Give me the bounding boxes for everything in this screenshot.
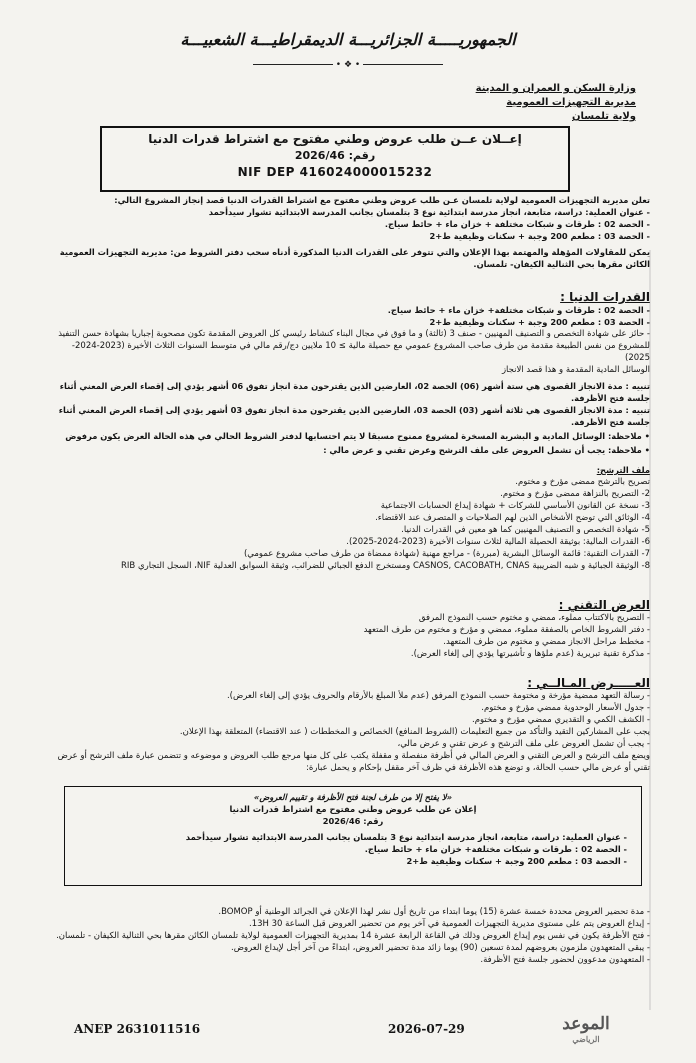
envelope-box xyxy=(64,786,642,886)
candidature-item: 2- التصريح بالنزاهة ممضى مؤرخ و مختوم. xyxy=(500,489,650,499)
lot-02: - الحصة 02 : طرقات و شبكات مختلفة + خزان ماء + حائط سياج. xyxy=(384,219,650,229)
candidature-item: تصريح بالترشح ممضى مؤرخ و مختوم. xyxy=(515,477,650,487)
financial-item: يجب على المشاركين التقيد والتأكد من جميع التعليمات (الشروط المنافع) الخصائص و المخططات ( عند الاقتضاء) المتعلقة بهذا الإعلان. xyxy=(179,727,650,737)
candidature-section xyxy=(50,464,650,572)
logo-subtitle: الرياضي xyxy=(572,1034,600,1044)
nif-number: NIF DEP 416024000015232 xyxy=(237,165,433,179)
technical-item: - التصريح بالاكتتاب مملوء، ممضي و مختوم حسب النموذج المرفق xyxy=(418,613,650,623)
withdraw-text: يمكن للمقاولات المؤهلة والمهتمة بهذا الإعلان والتي تتوفر على القدرات الدنيا المذكورة أدناه سحب دفتر الشروط من: مديرية التجهيزات العمومية الكائن مقرها بحي الثنالية الكيفان- تلمسان. xyxy=(59,247,650,269)
warning-note: تنبيه : مدة الانجاز القصوى هي ستة أشهر (06) الحصة 02، العارضين الذين يقترحون مدة انجاز تفوق 06 أشهر يؤدي إلى إقصاء العرض المعني أثناء جلسة فتح الأظرفة. xyxy=(59,381,650,403)
technical-item: - مذكرة تقنية تبريرية (عدم ملؤها و تأشيرتها يؤدي إلى إلغاء العرض). xyxy=(410,649,650,659)
technical-item: - مخطط مراحل الانجاز ممضي و مختوم من طرف المتعهد. xyxy=(443,637,650,647)
footer-note: - إيداع العروض يتم على مستوى مديرية التجهيزات العمومية في آخر يوم من تحضير العروض قبل الساعة 13H 30. xyxy=(249,919,650,929)
logo-text: الموعد xyxy=(562,1014,610,1034)
candidature-heading: ملف الترشح: xyxy=(596,465,650,475)
remarks-section xyxy=(50,430,650,456)
ministry-line: وزارة السكن و العمران و المدينة xyxy=(475,83,636,94)
envelope-line: - الحصة 03 : مطعم 200 وجبة + سكنات وظيفية ط+2 xyxy=(406,856,627,866)
remark: • ملاحظة: يجب أن تشمل العروض على ملف الترشح وعرض تقني و عرض مالي : xyxy=(50,444,650,456)
financial-item: - الكشف الكمي و التقديري ممضي مؤرخ و مختوم. xyxy=(472,715,650,725)
publication-date: 2026-07-29 xyxy=(388,1022,465,1036)
intro-text: تعلن مديرية التجهيزات العمومية لولاية تلمسان عـن طلب عروض وطني مفتوح مع اشتراط القدرات الدنيا قصد إنجاز المشروع التالي: xyxy=(114,195,650,205)
envelope-line: رقم: 2026/46 xyxy=(322,816,384,826)
candidature-item: 5- شهادة التخصص و التصنيف المهنيين كما هو معين في القدرات الدنيا. xyxy=(401,525,650,535)
operation-title: - عنوان العملية: دراسة، متابعة، انجاز مدرسة ابتدائية نوع 3 بتلمسان بجانب المدرسة الابتدائية تشوار سيدأحمد xyxy=(208,207,650,217)
ornament-glyph: • ❖ • xyxy=(335,60,361,70)
financial-item: - يجب أن تشمل العروض على ملف الترشح و عرض تقني و عرض مالي، xyxy=(397,739,650,749)
financial-heading: العـــــرض المـالــي : xyxy=(527,676,650,690)
ministry-block xyxy=(416,82,636,124)
financial-item: - رسالة التعهد ممضية مؤرخة و مختومة حسب النموذج المرفق (عدم ملأ المبلغ بالأرقام والحروف يؤدي إلى إلغاء العرض). xyxy=(226,691,650,701)
signature-bar xyxy=(70,1016,670,1046)
envelope-line: إعلان عن طلب عروض وطني مفتوح مع اشتراط قدرات الدنيا xyxy=(229,804,477,814)
envelope-line: «لا يفتح إلا من طرف لجنة فتح الأظرفة و تقييم العروض» xyxy=(253,792,453,802)
footer-note: - يبقى المتعهدون ملزمون بعروضهم لمدة تسعين (90) يوما زائد مدة تحضير العروض، ابتداءً من آخر أجل لإيداع العروض. xyxy=(231,943,650,953)
remark: • ملاحظة: الوسائل المادية و البشرية المسخرة لمشروع ممنوح مسبقا لا يتم احتسابها لدفتر الشروط الحالي في هذه الحالة العرض يكون مرفوض xyxy=(50,430,650,442)
footer-note: - المتعهدون مدعوون لحضور جلسة فتح الأظرفة. xyxy=(480,955,650,965)
capacity-line: - حائز على شهادة التخصص و التصنيف المهنيين - صنف 3 (ثالثة) و ما فوق في مجال البناء كنشاط رئيسي كل العروض المقدمة تكون مصحوبة إجباريا بشهادة حسن التنفيذ للمشروع من نفس الطبيعة مقدمة من طرف صاحب المشروع عمومي مع حصيلة مالية ≥ 10 ملايين دج/رقم مالي في متوسط السنوات الثلاث الأخيرة (2023-2024-2025) xyxy=(58,329,650,363)
financial-section xyxy=(50,676,650,774)
intro-section xyxy=(50,194,650,270)
candidature-item: 6- القدرات المالية: بوثيقة الحصيلة المالية لثلاث سنوات الأخيرة (2023-2024-2025). xyxy=(346,537,650,547)
warning-note: تنبيه : مدة الانجاز القصوى هي ثلاثة أشهر (03) الحصة 03، العارضين الذين يقترحون مدة انجاز تفوق 03 أشهر يؤدي إلى إقصاء العرض المعني أثناء جلسة فتح الأظرفة. xyxy=(58,405,650,427)
title-number: رقم: 2026/46 xyxy=(294,149,376,162)
wilaya-line: ولاية تلمسان xyxy=(572,111,636,122)
technical-section xyxy=(50,598,650,660)
capacities-section xyxy=(50,290,650,428)
newspaper-logo xyxy=(526,1014,646,1044)
capacity-line: الوسائل المادية المقدمة و هذا قصد الانجاز xyxy=(501,365,650,375)
title-box xyxy=(100,126,570,192)
directorate-line: مديرية التجهيزات العمومية xyxy=(506,97,636,108)
envelope-line: - الحصة 02 : طرقات و شبكات مختلفة+ خزان ماء + حائط سياج. xyxy=(364,844,627,854)
lot-03: - الحصة 03 : مطعم 200 وجبة + سكنات وظيفية ط+2 xyxy=(429,231,650,241)
technical-heading: العرض التقني : xyxy=(558,598,650,612)
financial-item: - جدول الأسعار الوحدوية ممضي مؤرخ و مختوم. xyxy=(481,703,650,713)
envelope-line: - عنوان العملية: دراسة، متابعة، انجاز مدرسة ابتدائية نوع 3 بتلمسان بجانب المدرسة الابتدائية تشوار سيدأحمد xyxy=(185,832,627,842)
footer-note: - مدة تحضير العروض محددة خمسة عشرة (15) يوما ابتداء من تاريخ أول نشر لهذا الإعلان في الجرائد الوطنية أو BOMOP. xyxy=(218,907,650,917)
footer-notes xyxy=(50,906,650,966)
technical-item: - دفتر الشروط الخاص بالصفقة مملوء، ممضي و مؤرخ و مختوم من طرف المتعهد xyxy=(363,625,650,635)
financial-item: ويضع ملف الترشح و العرض التقني و العرض المالي في أظرفة منفصلة و مقفلة يكتب على كل منها مرجع طلب العروض و موضوعه و تتضمن عبارة ملف الترشح أو عرض تقني أو عرض مالي حسب الحالة، و توضع هذه الأظرفة في ظرف آخر مقفل بإحكام و يحمل عبارة: xyxy=(57,751,650,773)
candidature-item: 8- الوثيقة الجبائية و شبه الضريبية CASNOS, CACOBATH, CNAS ومستخرج الدفع الجبائي للضرائب، وثيقة السوابق العدلية NIF، السجل التجاري RIB xyxy=(121,561,650,571)
capacities-heading: القدرات الدنيا : xyxy=(560,290,650,304)
republic-header: الجمهوريـــــة الجزائريـــة الديمقراطيـــة الشعبيـــة xyxy=(180,30,516,49)
capacity-line: - الحصة 02 : طرقات و شبكات مختلفة+ خزان ماء + حائط سياج. xyxy=(387,305,650,315)
capacity-line: - الحصة 03 : مطعم 200 وجبة + سكنات وظيفية ط+2 xyxy=(429,317,650,327)
candidature-item: 4- الوثائق التي توضح الأشخاص الذين لهم الصلاحيات و المتصرف عند الاقتضاء. xyxy=(375,513,650,523)
ornament xyxy=(200,58,496,72)
anep-number: ANEP 2631011516 xyxy=(74,1022,201,1036)
candidature-item: 7- القدرات التقنية: قائمة الوسائل البشرية (مبررة) - مراجع مهنية (شهادة ممضاة من طرف صاحب مشروع عمومي) xyxy=(243,549,650,559)
footer-note: - فتح الأظرفة يكون في نفس يوم إيداع العروض وذلك في القاعة الرابعة عشرة 14 بمديرية التجهيزات العمومية لولاية تلمسان الكائن مقرها بحي الثنالية الكيفان - تلمسان. xyxy=(56,931,650,941)
title-line: إعــلان عــن طلب عروض وطني مفتوح مع اشتراط قدرات الدنيا xyxy=(148,132,522,146)
candidature-item: 3- نسخة عن القانون الأساسي للشركات + شهادة إيداع الحسابات الاجتماعية xyxy=(380,501,650,511)
